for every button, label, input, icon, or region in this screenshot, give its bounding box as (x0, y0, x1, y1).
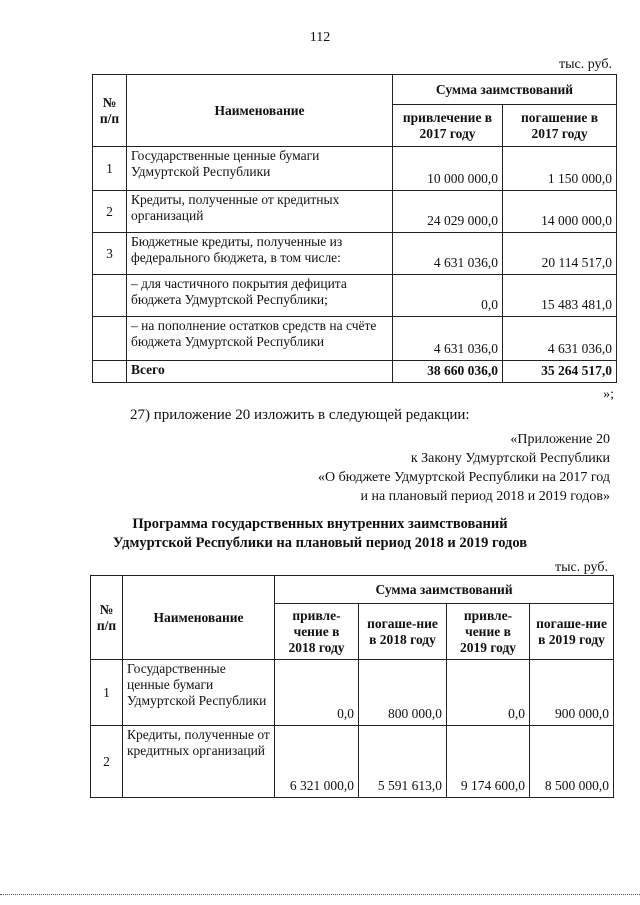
col-header-sum: Сумма заимствований (393, 75, 617, 105)
program-title-line-2: Удмуртской Республики на плановый период 2018 и 2019 годов (112, 535, 528, 551)
borrowing-table-2018-2019 (90, 575, 614, 798)
table-row (93, 275, 617, 317)
row-value-raise-2018: 0,0 (275, 660, 359, 726)
appendix-line-4: и на плановый период 2018 и 2019 годов» (360, 489, 610, 504)
page-bottom-rule (0, 894, 640, 895)
row-value-raise: 0,0 (393, 275, 503, 317)
row-number: 1 (93, 147, 127, 191)
row-value-repay: 20 114 517,0 (503, 233, 617, 275)
appendix-line-2: к Закону Удмуртской Республики (410, 451, 610, 466)
row-number: 2 (93, 191, 127, 233)
row-number (93, 275, 127, 317)
row-number: 3 (93, 233, 127, 275)
row-number (93, 317, 127, 361)
row-name: – на пополнение остатков средств на счёте бюджета Удмуртской Республики (127, 317, 393, 361)
col-header-raise-2018: привле-чение в 2018 году (275, 604, 359, 660)
table-row (93, 317, 617, 361)
col-header-repay-2018: погаше-ние в 2018 году (359, 604, 447, 660)
row-name: Государственные ценные бумаги Удмуртской Республики (123, 660, 275, 726)
table-row (93, 191, 617, 233)
row-value-raise-2019: 0,0 (447, 660, 530, 726)
row-value-raise: 4 631 036,0 (393, 317, 503, 361)
row-value-repay-2019: 8 500 000,0 (530, 726, 614, 798)
row-name: Кредиты, полученные от кредитных организаций (127, 191, 393, 233)
col-header-number: № п/п (91, 576, 123, 660)
row-value-repay-2018: 800 000,0 (359, 660, 447, 726)
page-number: 112 (309, 30, 331, 45)
col-header-number: № п/п (93, 75, 127, 147)
total-label: Всего (127, 361, 393, 383)
row-value-raise: 10 000 000,0 (393, 147, 503, 191)
unit-label: тыс. руб. (559, 57, 612, 72)
row-value-repay-2019: 900 000,0 (530, 660, 614, 726)
borrowing-table-2017 (92, 74, 617, 383)
col-header-repay-2017: погашение в 2017 году (503, 105, 617, 147)
row-value-raise: 24 029 000,0 (393, 191, 503, 233)
row-value-raise: 4 631 036,0 (393, 233, 503, 275)
row-value-raise-2018: 6 321 000,0 (275, 726, 359, 798)
col-header-raise-2019: привле-чение в 2019 году (447, 604, 530, 660)
row-value-repay: 14 000 000,0 (503, 191, 617, 233)
program-title-line-1: Программа государственных внутренних заимствований (132, 516, 508, 532)
table-row (91, 726, 614, 798)
row-value-repay-2018: 5 591 613,0 (359, 726, 447, 798)
row-name: Государственные ценные бумаги Удмуртской Республики (127, 147, 393, 191)
table-row (93, 233, 617, 275)
unit-label-2: тыс. руб. (555, 560, 608, 575)
col-header-name: Наименование (127, 75, 393, 147)
row-value-repay: 4 631 036,0 (503, 317, 617, 361)
table-total-row (93, 361, 617, 383)
row-number: 1 (91, 660, 123, 726)
table-row (91, 660, 614, 726)
closing-quote: »; (603, 387, 614, 402)
row-value-raise-2019: 9 174 600,0 (447, 726, 530, 798)
table-row (93, 147, 617, 191)
total-repay: 35 264 517,0 (503, 361, 617, 383)
col-header-name: Наименование (123, 576, 275, 660)
row-number: 2 (91, 726, 123, 798)
appendix-line-1: «Приложение 20 (510, 432, 610, 447)
col-header-raise-2017: привлечение в 2017 году (393, 105, 503, 147)
col-header-sum: Сумма заимствований (275, 576, 614, 604)
row-name: – для частичного покрытия дефицита бюджета Удмуртской Республики; (127, 275, 393, 317)
row-value-repay: 1 150 000,0 (503, 147, 617, 191)
row-name: Бюджетные кредиты, полученные из федерального бюджета, в том числе: (127, 233, 393, 275)
row-name: Кредиты, полученные от кредитных организаций (123, 726, 275, 798)
amendment-paragraph: 27) приложение 20 изложить в следующей редакции: (130, 407, 470, 423)
row-value-repay: 15 483 481,0 (503, 275, 617, 317)
col-header-repay-2019: погаше-ние в 2019 году (530, 604, 614, 660)
appendix-line-3: «О бюджете Удмуртской Республики на 2017 год (317, 470, 610, 485)
total-raise: 38 660 036,0 (393, 361, 503, 383)
